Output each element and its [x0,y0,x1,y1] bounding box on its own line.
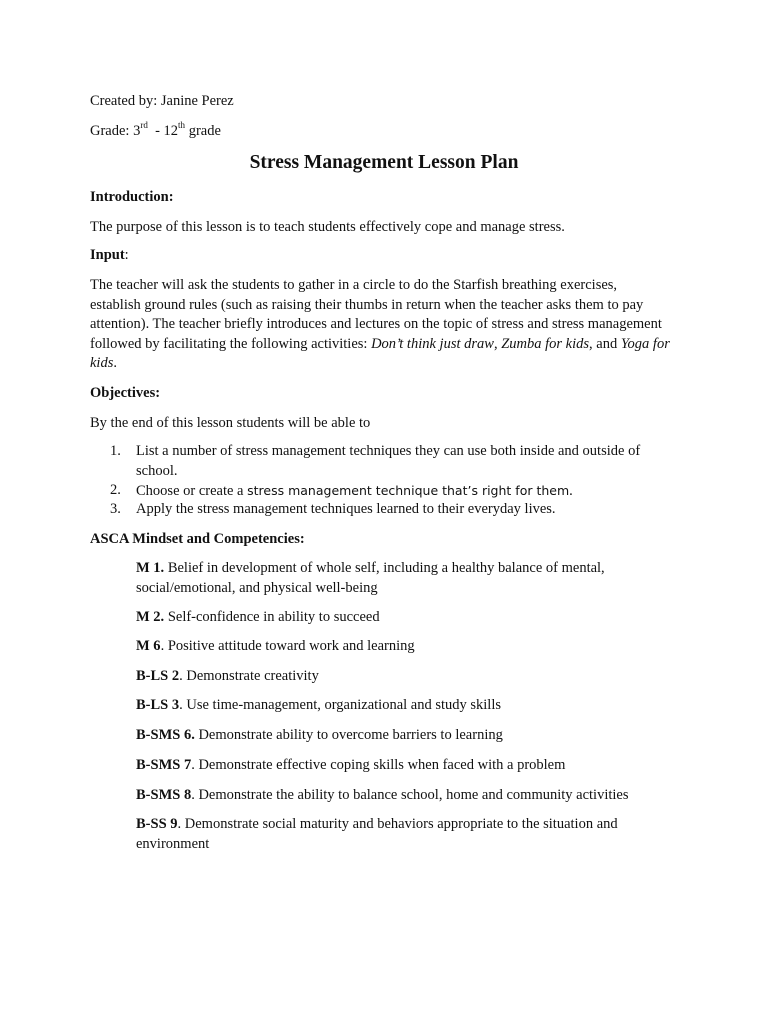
objective-text-end: . [569,483,573,499]
objective-item [110,500,670,520]
grade-line [90,122,221,142]
input-heading: Input [90,247,125,263]
competency-code: B-SMS 7 [136,757,192,773]
competency-code: B-SS 9 [136,816,178,832]
objectives-heading: Objectives: [90,385,161,401]
competency-item [136,815,666,854]
competency-code: B-SMS 8 [136,787,192,803]
input-text: The teacher will ask the students to gather in a circle to do the Starfish breathing exercises, establish ground rules (such as raising their thumbs in return when the teacher asks them to pay attention). The teacher briefly introduces and lectures on the topic of stress and stress management followed by facilitating the following activities: [90,277,662,352]
introduction-text: The purpose of this lesson is to teach students effectively cope and manage stress. [90,219,565,235]
input-colon: : [124,247,129,263]
competency-item [136,608,666,628]
objective-number: 3. [110,501,121,517]
grade-sup-th: th [178,120,186,131]
objective-text: List a number of stress management techniques they can use both inside and outside of school. [136,443,641,479]
competency-item [136,726,666,746]
competency-item [136,786,666,806]
input-sep1: , [493,335,502,352]
input-heading-line [90,246,129,266]
competency-code: M 6 [136,638,161,654]
input-end: . [113,355,117,371]
activity-dont-think-just-draw: Don’t think just draw [371,335,494,352]
objective-text-serif: Choose or create a [136,483,248,499]
competency-text: . Demonstrate effective coping skills when faced with a problem [191,757,566,773]
objective-text [136,481,670,502]
competency-text: . Demonstrate the ability to balance school, home and community activities [191,787,629,803]
objective-text: Apply the stress management techniques learned to their everyday lives. [136,501,556,517]
competency-text: . Demonstrate social maturity and behaviors appropriate to the situation and environment [136,816,618,852]
activity-zumba-for-kids: Zumba for kids [501,335,590,352]
competency-text: . Demonstrate creativity [179,668,319,684]
competency-item [136,637,666,657]
introduction-heading: Introduction: [90,189,174,205]
objectives-intro: By the end of this lesson students will be able to [90,415,371,431]
competency-item [136,756,666,776]
objective-number: 1. [110,443,121,459]
competency-code: B-LS 2 [136,668,180,684]
competency-item [136,696,666,716]
competency-code: B-LS 3 [136,697,180,713]
activity-yoga-for-kids: Yoga for kids [90,335,670,371]
grade-suffix: grade [185,123,221,139]
competency-text: . Positive attitude toward work and learning [160,638,415,654]
document-title: Stress Management Lesson Plan [249,152,519,173]
objective-item [110,481,670,502]
competency-text: . Use time-management, organizational and study skills [179,697,502,713]
grade-mid: - 12 [147,123,179,139]
grade-sup-rd: rd [140,120,148,131]
objective-number: 2. [110,482,121,498]
competency-text: Belief in development of whole self, including a healthy balance of mental, social/emotional, and physical well-being [136,560,605,596]
competency-code: B-SMS 6. [136,727,195,743]
competency-code: M 2. [136,609,165,625]
objective-text-sans: stress management technique that’s right for them [247,483,570,498]
created-by-line: Created by: Janine Perez [90,93,234,109]
input-paragraph [90,276,670,374]
objective-item [110,442,670,481]
asca-heading: ASCA Mindset and Competencies: [90,531,305,547]
competency-item [136,667,666,687]
competency-text: Self-confidence in ability to succeed [164,609,380,625]
competency-text: Demonstrate ability to overcome barriers to learning [194,727,503,743]
competency-code: M 1. [136,560,165,576]
grade-prefix: Grade: 3 [90,123,141,139]
input-sep2: , and [589,335,621,352]
competency-item [136,559,666,598]
